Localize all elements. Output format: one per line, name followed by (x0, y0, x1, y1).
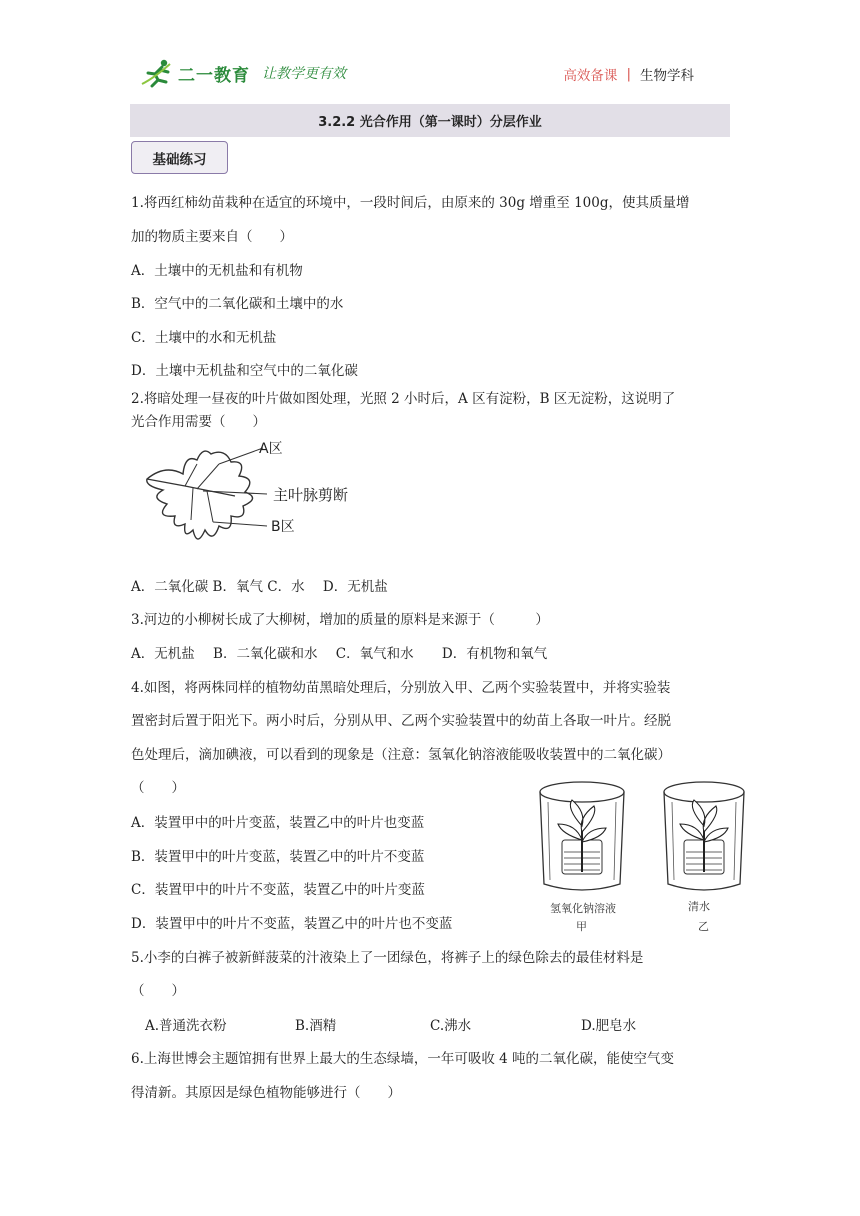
header-logo (140, 56, 346, 90)
question-1-option-d: D．土壤中无机盐和空气中的二氧化碳 (131, 363, 358, 379)
question-1-option-a: A．土壤中的无机盐和有机物 (131, 263, 303, 279)
question-5-options (145, 1014, 636, 1034)
header-subject: 生物学科 (640, 68, 694, 84)
question-4-line-3: 色处理后，滴加碘液，可以看到的现象是（注意：氢氧化钠溶液能吸收装置中的二氧化碳） (131, 747, 671, 763)
q3-option-d: D．有机物和氧气 (441, 646, 548, 662)
leaf-outline (147, 451, 253, 539)
question-4-line-1: 4.如图，将两株同样的植物幼苗黑暗处理后，分别放入甲、乙两个实验装置中，并将实验装 (131, 680, 671, 696)
q2-option-c: C．水 (267, 579, 305, 595)
leaf-figure (135, 434, 375, 558)
jar-yi (664, 782, 744, 890)
header-right (563, 64, 694, 84)
logo-text: 二一教育 (178, 65, 250, 86)
label-vein-cut: 主叶脉剪断 (273, 486, 349, 504)
pointer-b (213, 522, 267, 526)
question-2-options (131, 575, 388, 595)
jar-label-water: 清水 (688, 900, 710, 913)
question-4-option-a: A．装置甲中的叶片变蓝，装置乙中的叶片也变蓝 (131, 815, 425, 831)
question-5-line-2: （ ） (131, 983, 185, 999)
q3-option-b: B．二氧化碳和水 (213, 646, 318, 662)
question-4-option-c: C．装置甲中的叶片不变蓝，装置乙中的叶片变蓝 (131, 882, 425, 898)
label-a-region: A区 (259, 441, 283, 457)
question-5-line-1: 5.小李的白裤子被新鲜菠菜的汁液染上了一团绿色，将裤子上的绿色除去的最佳材料是 (131, 950, 644, 966)
pointer-a (219, 448, 263, 464)
leaf-midrib (147, 479, 235, 496)
question-3-options (131, 642, 547, 662)
jar-label-naoh: 氢氧化钠溶液 (550, 902, 616, 915)
q3-option-c: C．氧气和水 (335, 646, 414, 662)
jar-label-jia: 甲 (576, 920, 587, 933)
question-1-option-c: C．土壤中的水和无机盐 (131, 330, 277, 346)
q5-option-b: B.酒精 (295, 1018, 337, 1034)
question-3-line-1: 3.河边的小柳树长成了大柳树，增加的质量的原料是来源于（ ） (131, 612, 549, 628)
q3-option-a: A．无机盐 (131, 646, 195, 662)
q5-option-a: A.普通洗衣粉 (145, 1018, 227, 1034)
question-1-line-2: 加的物质主要来自（ ） (131, 229, 293, 245)
page-title: 3.2.2 光合作用（第一课时）分层作业 (130, 104, 730, 137)
pointer-vein (203, 491, 267, 494)
question-4-option-b: B．装置甲中的叶片变蓝，装置乙中的叶片不变蓝 (131, 849, 425, 865)
leaf-veins (185, 464, 219, 522)
q2-option-b: B．氧气 (212, 579, 263, 595)
q2-option-d: D．无机盐 (322, 579, 388, 595)
question-2-line-2: 光合作用需要（ ） (131, 414, 266, 430)
label-b-region: B区 (271, 519, 295, 535)
question-1-line-1: 1.将西红柿幼苗栽种在适宜的环境中，一段时间后，由原来的 30g 增重至 100g，使其质量增 (131, 195, 690, 211)
question-4-option-d: D．装置甲中的叶片不变蓝，装置乙中的叶片也不变蓝 (131, 916, 453, 932)
header-label: 高效备课 (563, 68, 618, 84)
question-1-option-b: B．空气中的二氧化碳和土壤中的水 (131, 296, 344, 312)
question-4-line-2: 置密封后置于阳光下。两小时后，分别从甲、乙两个实验装置中的幼苗上各取一叶片。经脱 (131, 713, 671, 729)
jar-figure (532, 776, 754, 934)
question-6-line-1: 6.上海世博会主题馆拥有世界上最大的生态绿墙，一年可吸收 4 吨的二氧化碳，能使空气变 (131, 1051, 675, 1067)
jar-jia (540, 782, 624, 890)
slogan: 让教学更有效 (262, 66, 346, 82)
question-4-line-4: （ ） (131, 780, 185, 796)
question-6-line-2: 得清新。其原因是绿色植物能够进行（ ） (131, 1085, 401, 1101)
q5-option-d: D.肥皂水 (581, 1018, 637, 1034)
question-2-line-1: 2.将暗处理一昼夜的叶片做如图处理，光照 2 小时后，A 区有淀粉，B 区无淀粉，这说明了 (131, 391, 676, 407)
section-label: 基础练习 (131, 141, 228, 174)
runner-logo-icon (140, 58, 176, 88)
q5-option-c: C.沸水 (430, 1018, 472, 1034)
jar-label-yi: 乙 (698, 920, 709, 933)
q2-option-a: A．二氧化碳 (131, 579, 209, 595)
header-separator: | (626, 66, 631, 82)
